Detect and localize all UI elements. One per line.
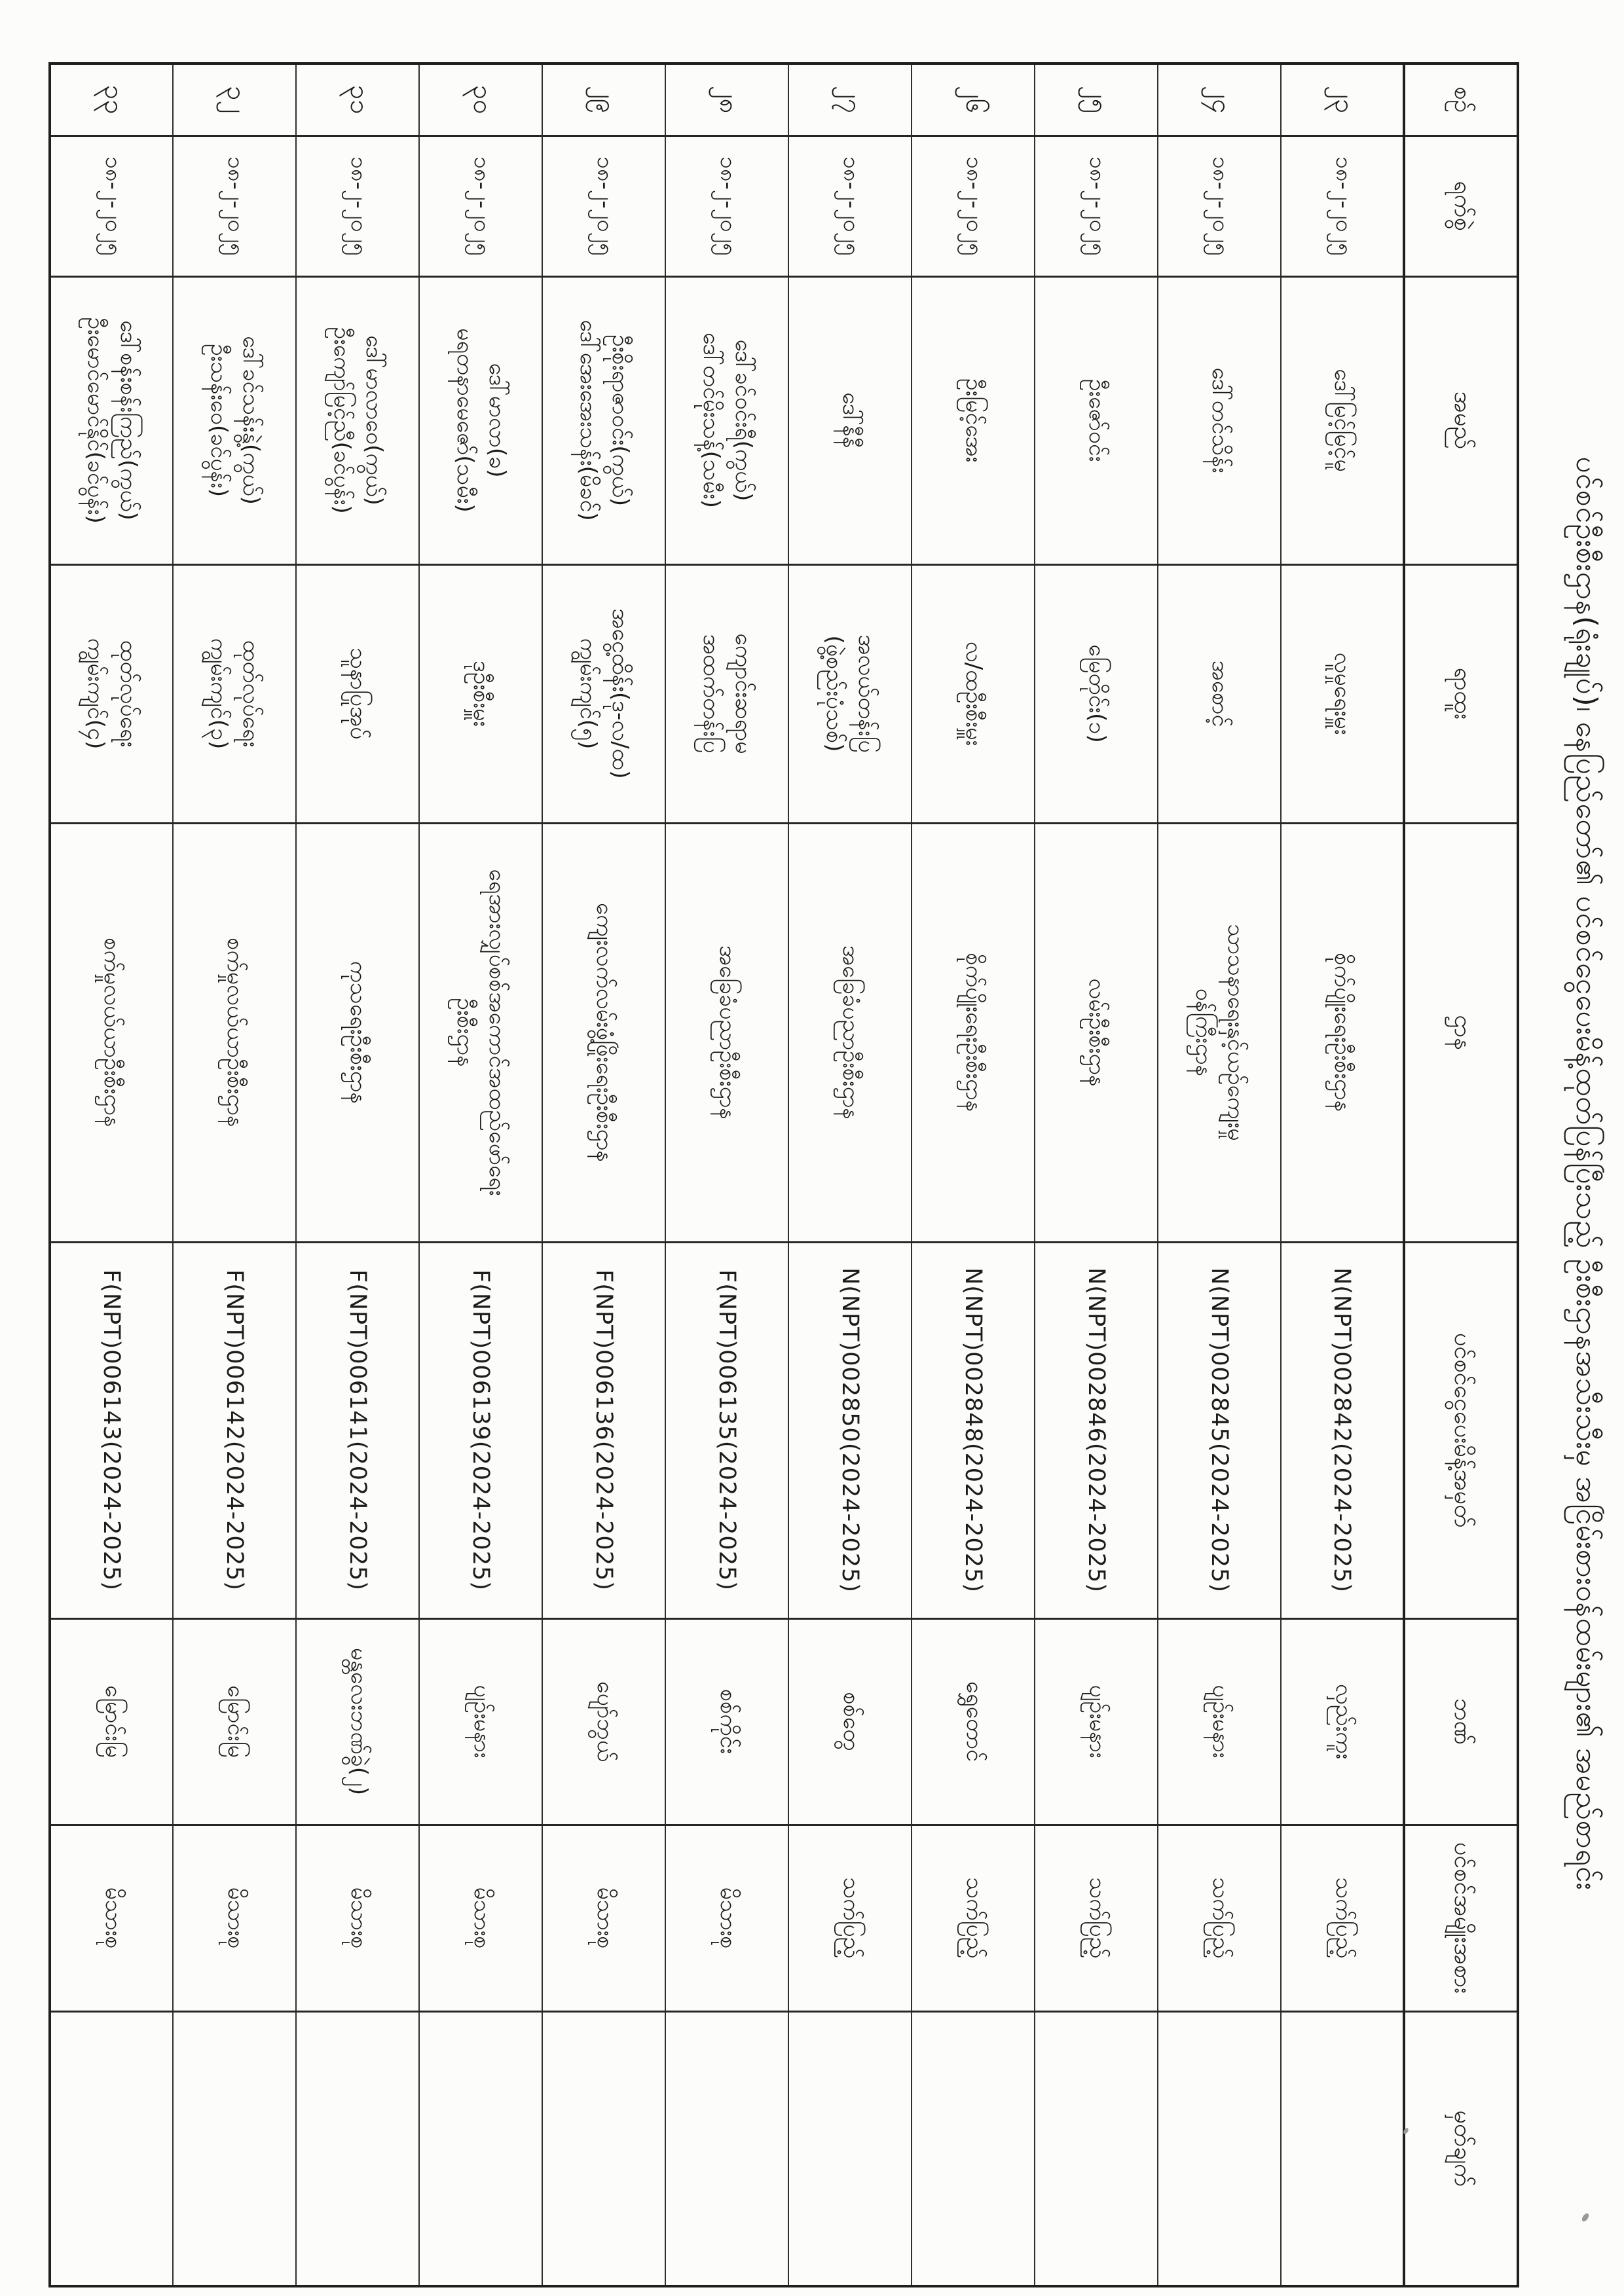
cell-position — [296, 564, 419, 823]
text-line: ဒေါ်အေးအေးသန်း(မိခင်) — [575, 319, 601, 521]
cell-date: ၁၈-၂-၂၀၂၅ — [542, 136, 665, 276]
text-line: မရတနာမေဇော်(သမီး) — [452, 328, 478, 513]
cell-name — [296, 276, 419, 564]
text-line: ဒေါ်မြင့်မြင့်မူ — [1329, 369, 1356, 472]
table-row — [542, 64, 665, 2286]
text-line: ကျွမ်းကျင်(၄) — [83, 638, 109, 750]
text-line: ဦးသန်းဝေ(ခင်ပွန်း) — [206, 343, 232, 498]
cell-remark — [665, 2011, 788, 2286]
cell-order-no: N(NPT)002848(2024-2025) — [912, 1242, 1035, 1618]
cell-bank: မန္တလေးဘဏ်ခွဲ(၂) — [296, 1618, 419, 1825]
text-line: ဒေါ်မာလာ(ခ) — [484, 363, 511, 478]
cell-date: ၁၈-၂-၂၀၂၅ — [173, 136, 296, 276]
cell-position — [419, 564, 542, 823]
cell-department — [1281, 823, 1404, 1242]
cell-remark — [912, 2011, 1035, 2286]
text-line: အခြေခံပညာဦးစီးဌာန — [837, 945, 864, 1120]
cell-remark — [296, 2011, 419, 2286]
cell-order-no: N(NPT)002845(2024-2025) — [1158, 1242, 1281, 1618]
text-line: ကျေးလက်လမ်းဖွံ့ဖြိုးရေးဦးစီးဌာန — [591, 902, 618, 1163]
text-line: ဒေါ်ခင်သန်းနွဲ့(ကွယ်) — [238, 336, 265, 505]
cell-bank: စစ်ကိုင်း — [665, 1618, 788, 1825]
cell-serial: ၂၅ — [1035, 64, 1158, 136]
text-line: ကျောင်းဆရာမ — [730, 633, 757, 754]
cell-date: ၁၈-၂-၂၀၂၅ — [1035, 136, 1158, 276]
cell-serial: ၂၄ — [1158, 64, 1281, 136]
cell-name — [665, 276, 788, 564]
text-line: မြေတိုင်း(၁) — [1083, 644, 1110, 743]
text-line: ဒေါ်တင်သိန်း — [1206, 367, 1233, 473]
table-row — [788, 64, 912, 2286]
text-line: စက်မှုလယ်ယာဦးစီးဌာန — [99, 938, 126, 1127]
text-line: ဒေါ်မာလာဝေ(ကွယ်) — [361, 335, 388, 505]
cell-pension-type: သက်ပြည့် — [912, 1825, 1035, 2011]
cell-serial: ၂၈ — [665, 64, 788, 136]
cell-serial: ၂၉ — [542, 64, 665, 136]
table-row — [419, 64, 542, 2286]
pension-name-list-table — [48, 62, 1519, 2287]
cell-pension-type: သက်ပြည့် — [1281, 1825, 1404, 2011]
text-line: လမ်းဦးစီးဌာန — [1083, 978, 1110, 1087]
cell-pension-type: သက်ပြည့် — [1158, 1825, 1281, 2011]
cell-department — [665, 823, 788, 1242]
cell-position — [173, 564, 296, 823]
cell-pension-type: သက်ပြည့် — [1035, 1825, 1158, 2011]
cell-department — [296, 823, 419, 1242]
document-title: ပင်စင်ဦးစီးဌာန(ရုံးချုပ်)၊ နေပြည်တော်၏ ပင်စင်ငွေပေးမိန့်ထုတ်ပြန်ပြီးသည့် ဦးစီးဌာနအသီးသီးမှ အငြိမ်းစားဝန်ထမ်းများ၏ အမည်စာရင်း — [1570, 456, 1603, 1891]
cell-serial: ၂၆ — [912, 64, 1035, 136]
cell-pension-type: မိသားစု — [542, 1825, 665, 2011]
text-line: ဒေါ်စန်းစန်းကြည်(ကွယ်) — [115, 320, 141, 520]
table-row — [1158, 64, 1281, 2286]
cell-order-no: F(NPT)006139(2024-2025) — [419, 1242, 542, 1618]
text-line: ဦးစီးဌာန — [452, 998, 478, 1067]
text-line: (ဖွဲ့စည်းပုံသစ်) — [821, 635, 847, 752]
cell-name — [1281, 276, 1404, 564]
table-row — [1281, 64, 1404, 2286]
cell-bank: ပျဉ်းမနား — [1158, 1618, 1281, 1825]
cell-serial: ၃၀ — [419, 64, 542, 136]
cell-pension-type: မိသားစု — [50, 1825, 173, 2011]
cell-department — [419, 823, 542, 1242]
text-line: သာသနာရေးနှင့်ယဉ်ကျေးမှု — [1223, 924, 1249, 1141]
text-line: စိုက်ပျိုးရေးဦးစီးဌာန — [960, 953, 987, 1112]
cell-name — [542, 276, 665, 564]
cell-pension-type: မိသားစု — [296, 1825, 419, 2011]
cell-bank: ရွှေတောင် — [912, 1618, 1035, 1825]
table-row — [296, 64, 419, 2286]
cell-name — [173, 276, 296, 564]
cell-date: ၁၈-၂-၂၀၂၅ — [665, 136, 788, 276]
cell-date: ၁၈-၂-၂၀၂၅ — [1158, 136, 1281, 276]
cell-department — [912, 823, 1035, 1242]
cell-order-no: N(NPT)002846(2024-2025) — [1035, 1242, 1158, 1618]
cell-department — [173, 823, 296, 1242]
cell-bank: ပျဉ်းမနား — [1035, 1618, 1158, 1825]
cell-remark — [419, 2011, 542, 2286]
cell-pension-type: မိသားစု — [665, 1825, 788, 2011]
cell-position — [1281, 564, 1404, 823]
cell-order-no: F(NPT)006135(2024-2025) — [665, 1242, 788, 1618]
cell-serial: ၂၃ — [1281, 64, 1404, 136]
cell-order-no: N(NPT)002842(2024-2025) — [1281, 1242, 1404, 1618]
header-bank: ဘဏ် — [1404, 1618, 1518, 1825]
cell-date: ၁၈-၂-၂၀၂၅ — [296, 136, 419, 276]
text-line: ထုတ်လုပ်ရေး — [238, 640, 265, 748]
cell-date: ၁၈-၂-၂၀၂၅ — [1281, 136, 1404, 276]
text-line: အစောင့် — [1206, 660, 1233, 727]
cell-remark — [788, 2011, 912, 2286]
cell-position — [665, 564, 788, 823]
cell-order-no: F(NPT)006143(2024-2025) — [50, 1242, 173, 1618]
cell-bank: ပျော်ဘွယ် — [542, 1618, 665, 1825]
header-position: ရာထူး — [1404, 564, 1518, 823]
header-order-no: ပင်စင်ငွေပေးမိန့်အမှတ် — [1404, 1242, 1518, 1618]
cell-name — [419, 276, 542, 564]
text-line: အခြေခံပညာဦးစီးဌာန — [714, 945, 741, 1120]
cell-date: ၁၈-၂-၂၀၂၅ — [912, 136, 1035, 276]
header-remark: မှတ်ချက် — [1404, 2011, 1518, 2286]
cell-department — [50, 823, 173, 1242]
text-line: ဦးကျော်မြင့်ညီ(ခင်ပွန်း) — [329, 327, 355, 514]
cell-position — [788, 564, 912, 823]
cell-date: ၁၈-၂-၂၀၂၅ — [419, 136, 542, 276]
header-serial: စဉ် — [1404, 64, 1518, 136]
header-pension-type: ပင်စင်အမျိုးအစား — [1404, 1825, 1518, 2011]
text-line: ကျွမ်းကျင်(၅) — [575, 638, 601, 750]
header-name: အမည် — [1404, 276, 1518, 564]
cell-serial: ၂၇ — [788, 64, 912, 136]
text-line: ဦးမောင်မောင်နိုင်(ခင်ပွန်း) — [83, 317, 109, 524]
text-line: ဒေါ်တင်မိုးသန့်(သမီး) — [698, 332, 724, 509]
cell-department — [788, 823, 912, 1242]
cell-pension-type: မိသားစု — [419, 1825, 542, 2011]
cell-position — [50, 564, 173, 823]
cell-name — [788, 276, 912, 564]
header-department: ဌာန — [1404, 823, 1518, 1242]
table-row — [912, 64, 1035, 2286]
cell-bank: ပျဉ်းမနား — [419, 1618, 542, 1825]
text-line: ဦးမြင့်အေး — [960, 378, 987, 463]
cell-bank: လှည်းကူး — [1281, 1618, 1404, 1825]
table-row — [1035, 64, 1158, 2286]
header-date: ရက်စွဲ — [1404, 136, 1518, 276]
text-line: လူမှုရေးမှူး — [1329, 652, 1356, 735]
cell-position — [912, 564, 1035, 823]
cell-remark — [542, 2011, 665, 2286]
cell-bank: စစ်တွေ — [788, 1618, 912, 1825]
text-line: စက်မှုလယ်ယာဦးစီးဌာန — [221, 938, 248, 1127]
cell-remark — [1158, 2011, 1281, 2286]
cell-position — [1158, 564, 1281, 823]
text-line: ဒေါ်နီနီ — [837, 392, 864, 448]
text-line: ဒေါ်ခင်ဝင်းရီ(ကွယ်) — [730, 339, 757, 501]
cell-order-no: F(NPT)006142(2024-2025) — [173, 1242, 296, 1618]
text-line: ရေအားလျှပ်စစ်အကောင်အထည်ဖော်ရေး — [484, 869, 511, 1196]
cell-date: ၁၈-၂-၂၀၂၅ — [788, 136, 912, 276]
table-row — [173, 64, 296, 2286]
text-line: ဒုဦးစီးမှူး — [468, 660, 494, 727]
text-line: ကျွမ်းကျင်(၃) — [206, 638, 232, 750]
cell-order-no: F(NPT)006141(2024-2025) — [296, 1242, 419, 1618]
cell-order-no: F(NPT)006136(2024-2025) — [542, 1242, 665, 1618]
text-line: ဦးဇော်ဝင်း — [1083, 378, 1110, 462]
table-row — [665, 64, 788, 2286]
text-line: အငွေ့ထိန်း(ဒု-လ/ထ) — [607, 608, 634, 779]
cell-department — [1158, 823, 1281, 1242]
header-row — [1404, 64, 1518, 2286]
cell-remark — [173, 2011, 296, 2286]
table-row — [50, 64, 173, 2286]
cell-remark — [50, 2011, 173, 2286]
cell-pension-type: မိသားစု — [173, 1825, 296, 2011]
cell-bank: မြောင်းမြ — [50, 1618, 173, 1825]
text-line: ဦးစိုးရာဇာဝင်း(ကွယ်) — [607, 334, 634, 507]
cell-name — [1035, 276, 1158, 564]
text-line: အလယ်တန်းပြ — [853, 634, 880, 753]
cell-position — [1035, 564, 1158, 823]
cell-bank: မြောင်းမြ — [173, 1618, 296, 1825]
cell-name — [912, 276, 1035, 564]
cell-pension-type: သက်ပြည့် — [788, 1825, 912, 2011]
cell-date: ၁၈-၂-၂၀၂၅ — [50, 136, 173, 276]
cell-department — [542, 823, 665, 1242]
cell-serial: ၃၂ — [173, 64, 296, 136]
text-line: သူနာပြုအုပ် — [344, 647, 371, 740]
text-line: ဝန်ကြီးဌာန — [1190, 988, 1217, 1077]
text-line: လ/ထဦးစီးမှူး — [960, 641, 987, 746]
cell-name — [1158, 276, 1281, 564]
cell-department — [1035, 823, 1158, 1242]
cell-serial: ၃၁ — [296, 64, 419, 136]
cell-order-no: N(NPT)002850(2024-2025) — [788, 1242, 912, 1618]
cell-position — [542, 564, 665, 823]
cell-remark — [1035, 2011, 1158, 2286]
text-line: စိုက်ပျိုးရေးဦးစီးဌာန — [1329, 953, 1356, 1112]
text-line: အထက်တန်းပြ — [698, 634, 724, 754]
cell-remark — [1281, 2011, 1404, 2286]
cell-serial: ၃၃ — [50, 64, 173, 136]
text-line: ကုသရေးဦးစီးဌာန — [344, 960, 371, 1104]
text-line: ထုတ်လုပ်ရေး — [115, 640, 141, 748]
cell-name — [50, 276, 173, 564]
